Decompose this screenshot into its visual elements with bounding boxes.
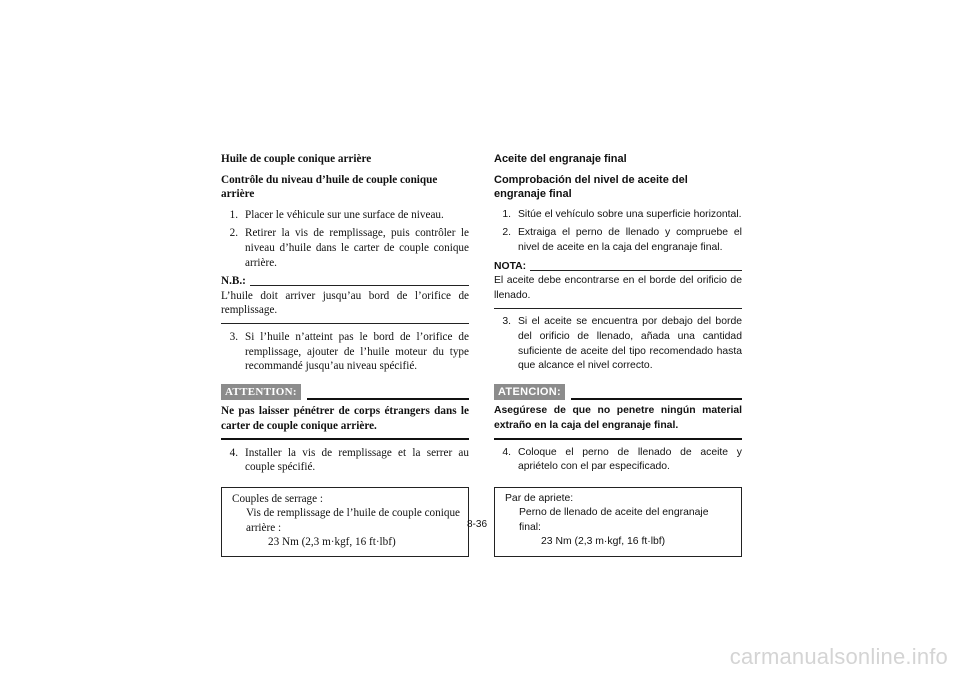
step-number: 1. [502, 208, 511, 220]
step-text: Coloque el perno de llenado de aceite y apriételo con el par especificado. [518, 446, 742, 473]
note-text: El aceite debe encontrarse en el borde del orificio de llenado. [494, 274, 742, 309]
caution-text: Ne pas laisser pénétrer de corps étrangers dans le carter de couple conique arrière. [221, 400, 469, 439]
step-text: Extraiga el perno de llenado y compruebe el nivel de aceite en la caja del engranaje final. [518, 227, 742, 253]
spec-box [221, 487, 469, 557]
caution-badge: ATTENTION: [221, 384, 301, 401]
step-number: 4. [229, 446, 238, 459]
step-text: Placer le véhicule sur une surface de niveau. [245, 208, 444, 221]
note-header [494, 260, 742, 275]
step-number: 4. [502, 446, 511, 458]
step-item [221, 330, 469, 374]
step-text: Si el aceite se encuentra por debajo del borde del orificio de llenado, añada una cantidad suficiente de aceite del tipo recomendado hasta que alcance el nivel correcto. [518, 316, 742, 372]
section-title: Aceite del engranaje final [494, 153, 627, 165]
caution-rule [571, 398, 742, 400]
step-number: 1. [229, 208, 238, 221]
caution-rule [307, 398, 469, 400]
step-text: Sitúe el vehículo sobre una superficie horizontal. [518, 208, 742, 220]
note-text: L’huile doit arriver jusqu’au bord de l’orifice de remplissage. [221, 289, 469, 324]
step-number: 3. [229, 330, 238, 343]
step-text: Retirer la vis de remplissage, puis contrôler le niveau d’huile dans le carter de couple conique arrière. [245, 227, 469, 269]
spec-value: 23 Nm (2,3 m·kgf, 16 ft·lbf) [268, 536, 396, 549]
step-item [494, 315, 742, 373]
note-header [221, 274, 469, 289]
spec-title: Couples de serrage : [232, 492, 324, 505]
caution-text: Asegúrese de que no penetre ningún material extraño en la caja del engranaje final. [494, 400, 742, 439]
caution-badge: ATENCION: [494, 384, 565, 401]
step-number: 3. [502, 316, 511, 328]
spec-item: Vis de remplissage de l’huile de couple conique arrière : [246, 507, 460, 534]
spec-item: Perno de llenado de aceite del engranaje final: [519, 507, 709, 533]
step-number: 2. [229, 227, 238, 240]
note-label: N.B.: [221, 275, 246, 288]
caution-header [221, 384, 469, 401]
section-subtitle: Contrôle du niveau d’huile de couple conique arrière [221, 173, 438, 201]
step-item [221, 208, 469, 223]
section-subtitle: Comprobación del nivel de aceite del engranaje final [494, 173, 688, 201]
french-column [221, 152, 469, 557]
spec-box [494, 487, 742, 557]
step-number: 2. [502, 227, 511, 239]
caution-header [494, 384, 742, 401]
watermark: carmanualsonline.info [729, 644, 948, 669]
step-item [221, 446, 469, 475]
spanish-column [494, 152, 742, 557]
note-label: NOTA: [494, 260, 527, 272]
step-item [221, 226, 469, 270]
spec-title: Par de apriete: [505, 492, 574, 504]
step-item [494, 446, 742, 475]
spec-value: 23 Nm (2,3 m·kgf, 16 ft·lbf) [541, 536, 666, 548]
step-item [494, 208, 742, 223]
step-text: Si l’huile n’atteint pas le bord de l’orifice de remplissage, ajouter de l’huile moteur du type recommandé jusqu’au niveau spécifié. [245, 330, 469, 373]
step-text: Installer la vis de remplissage et la serrer au couple spécifié. [245, 446, 469, 474]
note-rule [250, 285, 469, 286]
page-number: 8-36 [467, 519, 488, 530]
section-title: Huile de couple conique arrière [221, 153, 372, 165]
note-rule [530, 270, 742, 271]
step-item [494, 226, 742, 255]
